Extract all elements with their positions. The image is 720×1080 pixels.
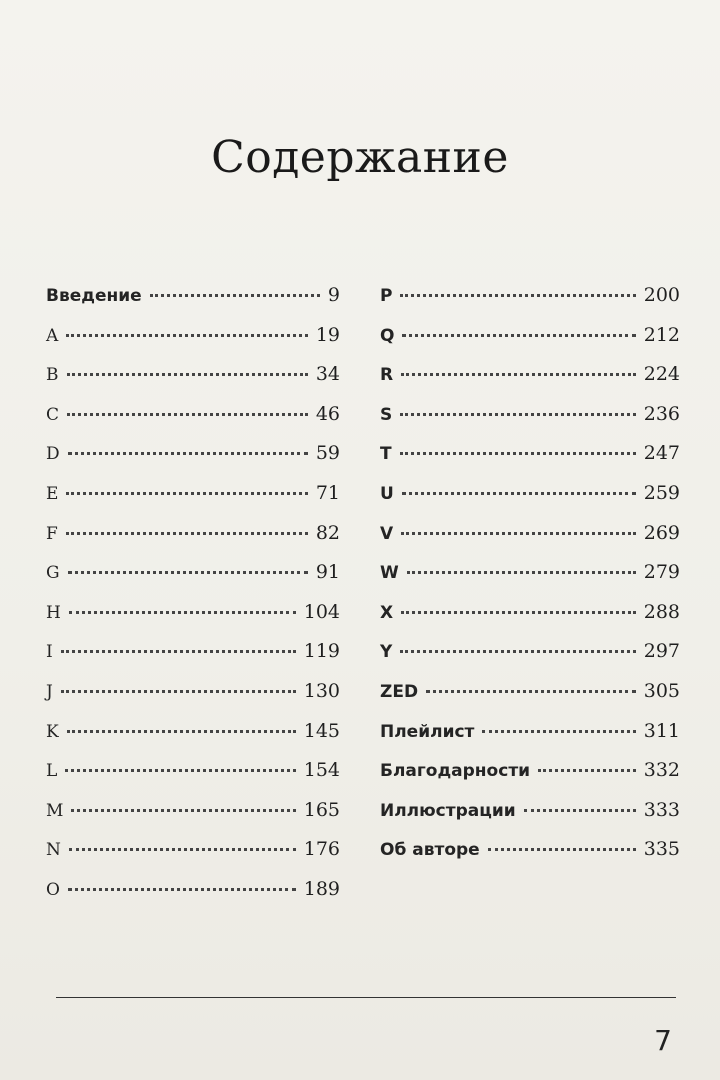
toc-entry — [46, 720, 340, 760]
toc-left-column — [46, 284, 340, 918]
toc-entry-label: X — [380, 602, 394, 623]
dot-leader — [400, 294, 635, 297]
toc-entry-label: H — [46, 602, 61, 623]
toc-entry-page: 288 — [643, 600, 680, 623]
toc-entry — [380, 482, 680, 522]
toc-entry-label: O — [46, 879, 60, 900]
dot-leader — [400, 413, 635, 416]
toc-entry-label: D — [46, 444, 60, 465]
toc-entry — [380, 601, 680, 641]
toc-entry — [46, 759, 340, 799]
toc-entry-page: 119 — [303, 640, 340, 663]
toc-entry-page: 154 — [303, 759, 340, 782]
toc-entry-page: 9 — [327, 284, 340, 306]
dot-leader — [66, 532, 308, 535]
toc-entry-page: 59 — [315, 442, 340, 465]
toc-entry — [380, 799, 680, 839]
toc-entry — [380, 838, 680, 878]
toc-entry-label: Y — [380, 642, 393, 663]
toc-entry-label: E — [46, 483, 59, 504]
toc-entry-label: P — [380, 286, 393, 306]
toc-right-column — [380, 284, 680, 878]
toc-entry-label: Иллюстрации — [380, 800, 516, 821]
page-title: Содержание — [211, 132, 509, 183]
toc-entry-page: 236 — [643, 402, 680, 425]
toc-entry-page: 130 — [303, 679, 340, 702]
toc-entry-label: I — [46, 642, 53, 663]
toc-entry-label: Об авторе — [380, 840, 480, 861]
toc-entry-page: 176 — [303, 838, 340, 861]
toc-entry-page: 189 — [303, 877, 340, 900]
toc-entry-page: 333 — [643, 798, 680, 821]
toc-entry-label: C — [46, 404, 60, 425]
toc-entry-page: 335 — [643, 838, 680, 861]
toc-entry-page: 145 — [303, 719, 340, 742]
dot-leader — [402, 334, 635, 337]
toc-entry — [46, 878, 340, 918]
toc-entry-label: Введение — [46, 286, 142, 306]
toc-entry-label: T — [380, 444, 392, 465]
toc-entry — [380, 522, 680, 562]
dot-leader — [66, 492, 307, 495]
toc-entry — [380, 442, 680, 482]
toc-entry-label: Благодарности — [380, 761, 531, 782]
toc-entry-page: 46 — [315, 402, 340, 425]
dot-leader — [67, 373, 308, 376]
dot-leader — [488, 848, 636, 851]
dot-leader — [400, 452, 636, 455]
toc-entry-label: A — [46, 325, 59, 346]
dot-leader — [61, 690, 296, 693]
toc-entry-page: 332 — [643, 759, 680, 782]
toc-entry-label: M — [46, 800, 64, 821]
toc-entry — [46, 522, 340, 562]
dot-leader — [401, 611, 636, 614]
toc-entry-label: S — [380, 404, 393, 425]
dot-leader — [69, 848, 296, 851]
toc-entry — [46, 324, 340, 364]
toc-entry-label: V — [380, 523, 394, 544]
dot-leader — [150, 294, 320, 297]
toc-entry-label: B — [46, 365, 59, 386]
toc-entry — [46, 403, 340, 443]
toc-entry — [380, 284, 680, 324]
toc-entry-label: ZED — [380, 681, 419, 702]
toc-entry — [380, 759, 680, 799]
toc-entry — [380, 324, 680, 364]
toc-entry — [380, 363, 680, 403]
toc-entry-label: L — [46, 761, 58, 782]
toc-entry-label: K — [46, 721, 59, 742]
toc-entry — [46, 284, 340, 324]
toc-entry-label: U — [380, 483, 394, 504]
toc-entry-label: R — [380, 365, 394, 386]
toc-entry-page: 34 — [315, 363, 340, 386]
dot-leader — [67, 413, 308, 416]
toc-entry-page: 91 — [315, 561, 340, 584]
toc-entry-label: J — [46, 681, 53, 702]
toc-entry — [46, 482, 340, 522]
toc-entry-page: 279 — [643, 561, 680, 584]
toc-entry-page: 19 — [315, 323, 340, 346]
dot-leader — [401, 532, 636, 535]
page-number: 7 — [654, 1024, 672, 1057]
dot-leader — [401, 373, 636, 376]
toc-entry-page: 165 — [303, 798, 340, 821]
toc-entry-label: Плейлист — [380, 721, 475, 742]
toc-entry — [46, 601, 340, 641]
toc-entry — [380, 403, 680, 443]
toc-entry — [46, 799, 340, 839]
toc-entry — [46, 680, 340, 720]
toc-entry — [46, 561, 340, 601]
dot-leader — [66, 334, 308, 337]
dot-leader — [71, 809, 295, 812]
toc-entry-page: 247 — [643, 442, 680, 465]
toc-entry-label: W — [380, 563, 399, 584]
dot-leader — [407, 571, 636, 574]
dot-leader — [65, 769, 295, 772]
toc-entry — [46, 363, 340, 403]
toc-entry-page: 269 — [643, 521, 680, 544]
dot-leader — [61, 650, 296, 653]
dot-leader — [67, 730, 296, 733]
dot-leader — [68, 571, 308, 574]
dot-leader — [402, 492, 636, 495]
toc-entry — [380, 561, 680, 601]
toc-entry-page: 311 — [643, 719, 680, 742]
dot-leader — [68, 888, 296, 891]
dot-leader — [69, 611, 296, 614]
dot-leader — [68, 452, 308, 455]
toc-entry-page: 297 — [643, 640, 680, 663]
toc-entry-page: 305 — [643, 679, 680, 702]
toc-entry — [380, 720, 680, 760]
dot-leader — [426, 690, 636, 693]
toc-entry — [46, 838, 340, 878]
toc-entry — [380, 680, 680, 720]
footer-rule — [56, 997, 676, 998]
toc-entry — [380, 640, 680, 680]
toc-entry-label: G — [46, 563, 60, 584]
toc-entry-page: 71 — [315, 481, 340, 504]
toc-entry-label: F — [46, 523, 58, 544]
toc-entry — [46, 640, 340, 680]
dot-leader — [482, 730, 635, 733]
toc-entry — [46, 442, 340, 482]
toc-entry-page: 224 — [643, 363, 680, 386]
toc-entry-page: 104 — [303, 600, 340, 623]
toc-entry-page: 259 — [643, 481, 680, 504]
toc-entry-page: 200 — [643, 284, 680, 306]
toc-entry-label: Q — [380, 325, 395, 346]
toc-entry-page: 82 — [315, 521, 340, 544]
toc-entry-page: 212 — [643, 323, 680, 346]
toc-entry-label: N — [46, 840, 61, 861]
dot-leader — [400, 650, 635, 653]
dot-leader — [524, 809, 636, 812]
dot-leader — [538, 769, 636, 772]
